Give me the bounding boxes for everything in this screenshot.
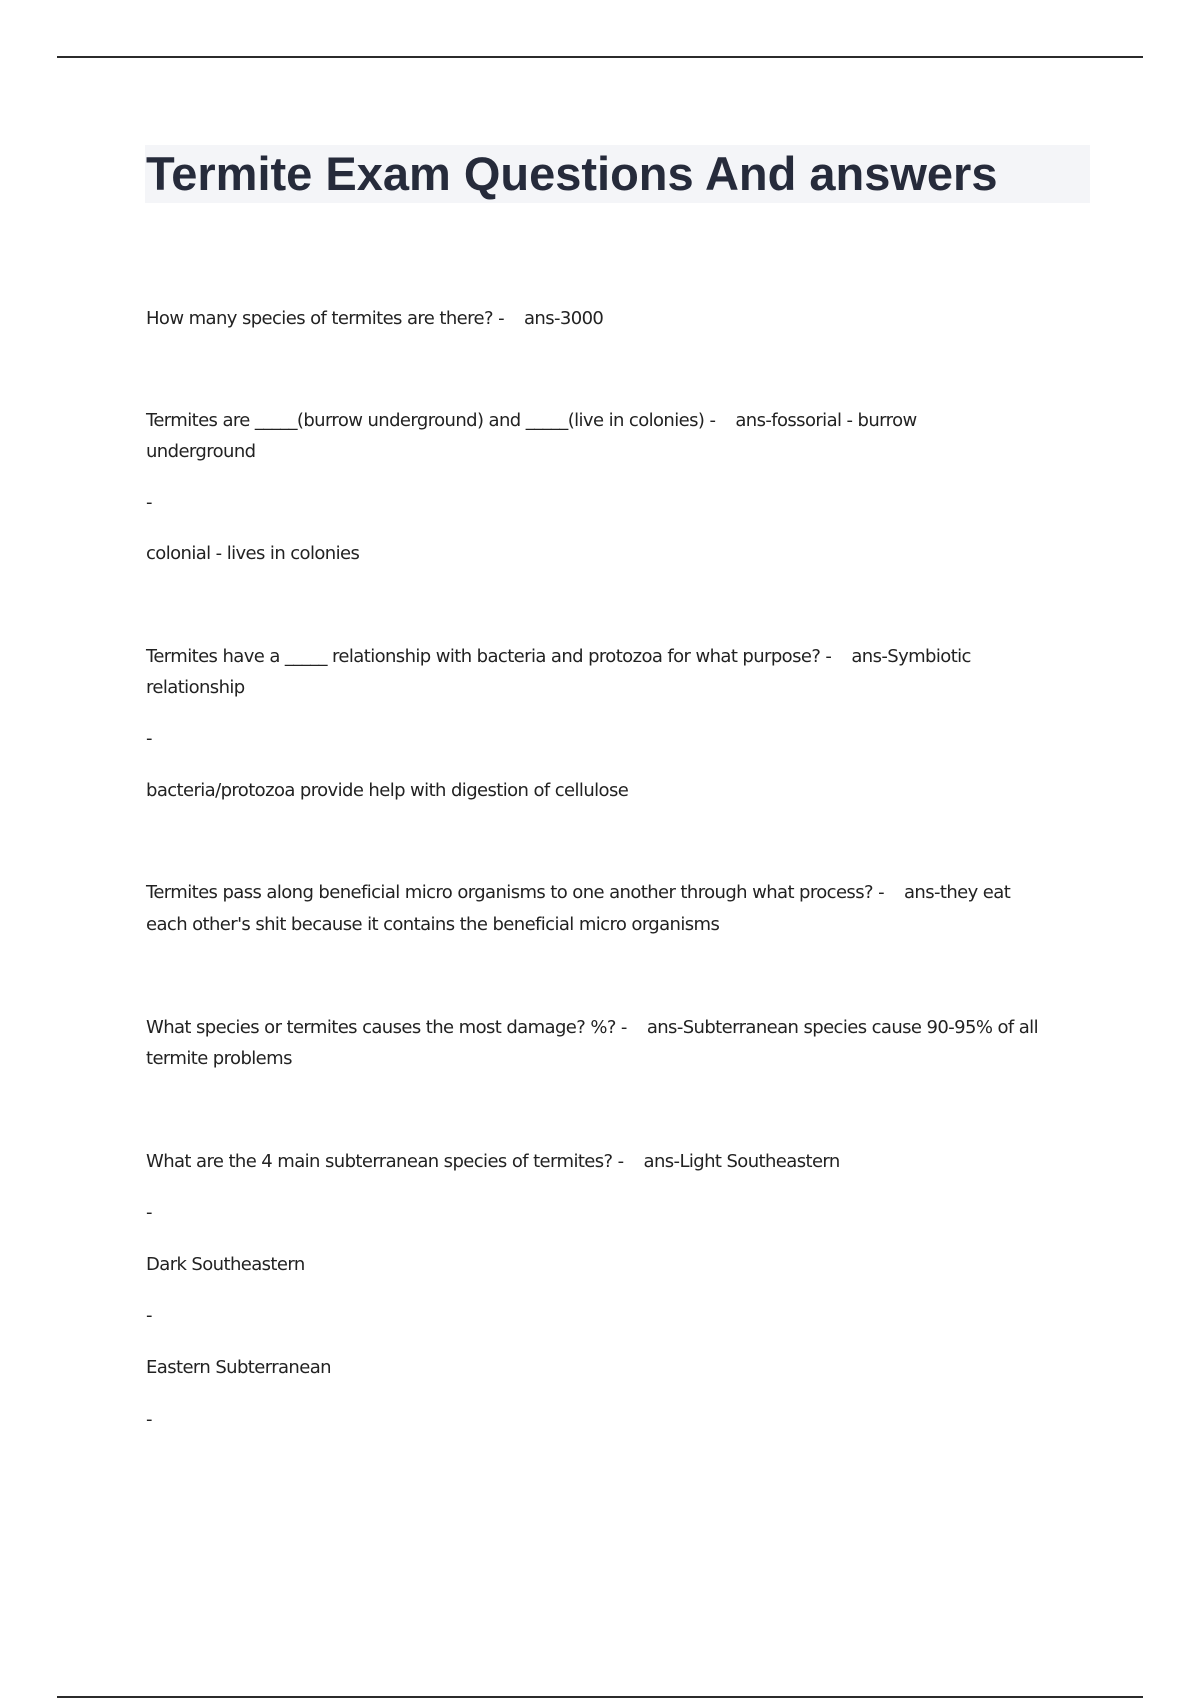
answer-separator: - [146, 1305, 152, 1326]
question-text: Termites pass along beneficial micro organisms to one another through what process? - [146, 882, 884, 903]
answer-continuation: underground [146, 441, 256, 462]
answer-separator: - [146, 492, 152, 513]
qa-item-5 [146, 1012, 1038, 1043]
answer-continuation: relationship [146, 677, 245, 698]
answer-separator: - [146, 1409, 152, 1430]
answer-extra: bacteria/protozoa provide help with digestion of cellulose [146, 780, 629, 801]
qa-item-4 [146, 877, 1010, 908]
answer-text: ans-3000 [523, 308, 604, 329]
qa-item-3 [146, 641, 971, 672]
species-item: Eastern Subterranean [146, 1357, 331, 1378]
answer-text: ans-Subterranean species cause 90-95% of all [646, 1017, 1038, 1038]
species-item: Dark Southeastern [146, 1254, 305, 1275]
answer-separator: - [146, 728, 152, 749]
answer-text: ans-they eat [903, 882, 1011, 903]
answer-continuation: each other's shit because it contains the beneficial micro organisms [146, 914, 720, 935]
answer-text: ans-fossorial - burrow [735, 410, 917, 431]
footer-rule [57, 1696, 1143, 1698]
question-text: What species or termites causes the most damage? %? - [146, 1017, 627, 1038]
qa-item-1 [146, 303, 603, 334]
question-text: Termites are _____(burrow underground) and _____(live in colonies) - [146, 410, 716, 431]
document-title: Termite Exam Questions And answers [146, 147, 998, 200]
answer-extra: colonial - lives in colonies [146, 543, 360, 564]
answer-continuation: termite problems [146, 1048, 292, 1069]
question-text: Termites have a _____ relationship with bacteria and protozoa for what purpose? - [146, 646, 832, 667]
answer-text: ans-Symbiotic [851, 646, 971, 667]
answer-text: ans-Light Southeastern [643, 1151, 840, 1172]
answer-separator: - [146, 1202, 152, 1223]
question-text: How many species of termites are there? - [146, 308, 504, 329]
qa-item-6 [146, 1146, 840, 1177]
question-text: What are the 4 main subterranean species of termites? - [146, 1151, 624, 1172]
qa-item-2 [146, 405, 917, 436]
header-rule [57, 56, 1143, 58]
